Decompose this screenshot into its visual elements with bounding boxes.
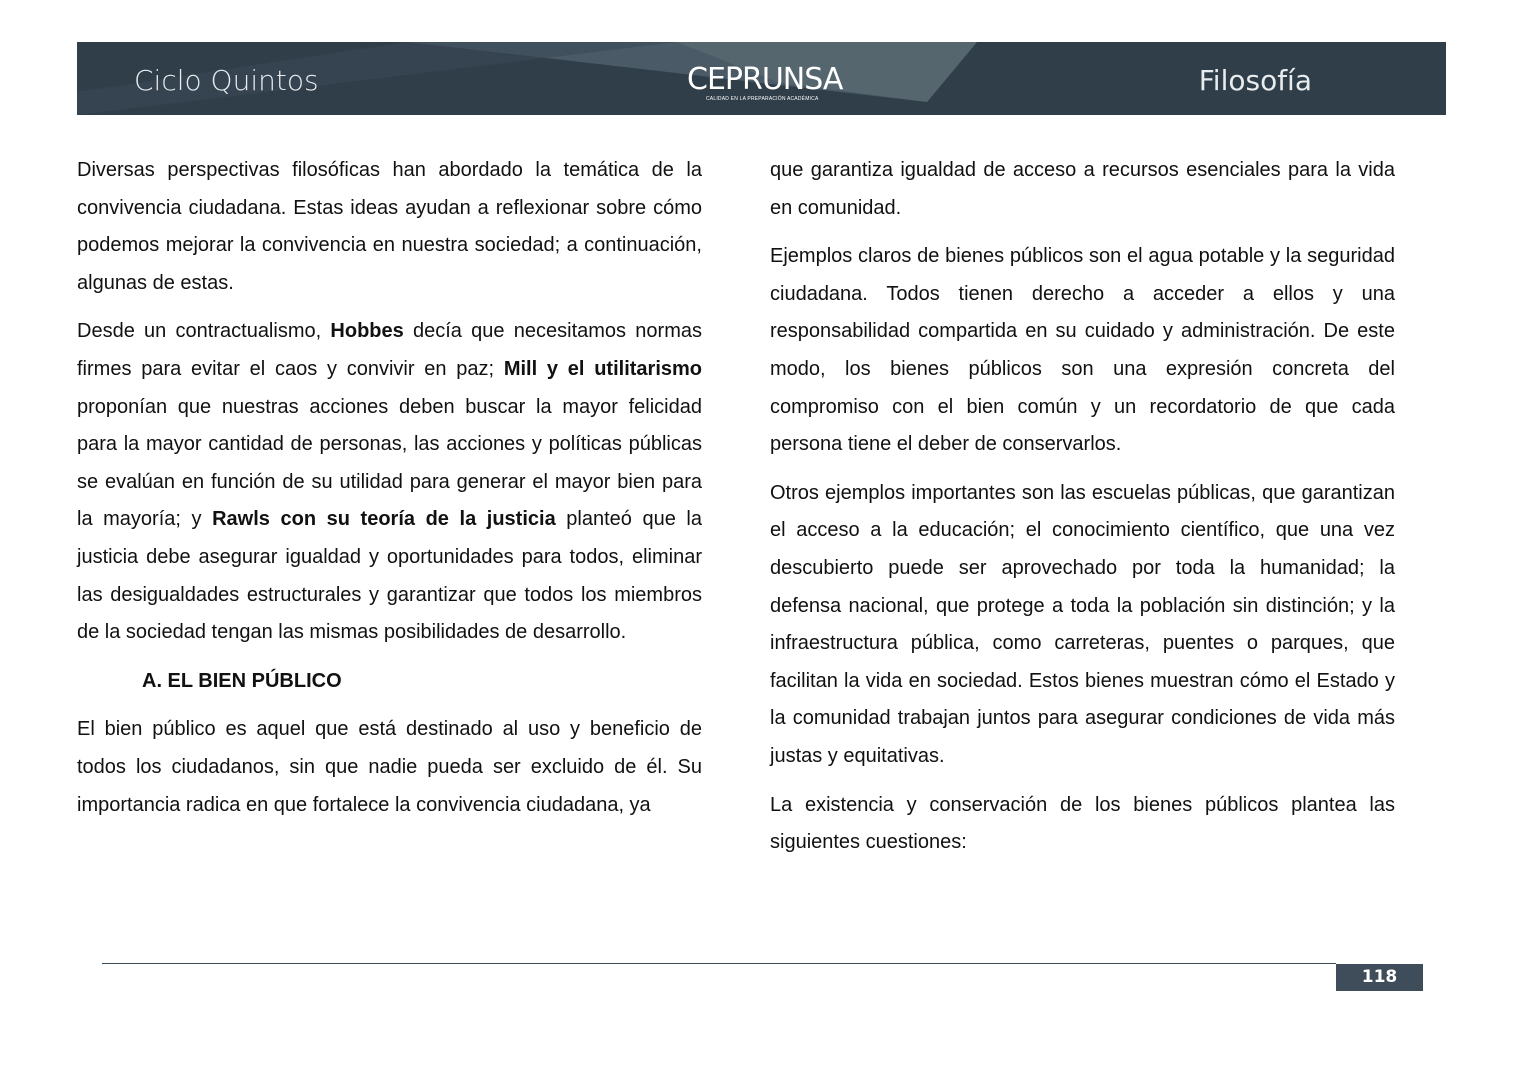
paragraph — [77, 313, 702, 651]
bold-text: Hobbes — [330, 320, 404, 343]
bold-text: Mill y el utilitarismo — [503, 357, 702, 380]
course-cycle: Ciclo Quintos — [134, 64, 319, 97]
paragraph: que garantiza igualdad de acceso a recursos esenciales para la vida en comunidad. — [770, 159, 1395, 219]
paragraph: Ejemplos claros de bienes públicos son el agua potable y la seguridad ciudadana. Todos tienen derecho a acceder a ellos y una responsabilidad compartida en su cuidado y administración. De este modo, los bienes públicos son una expresión concreta del compromiso con el bien común y un recordatorio de que cada persona tiene el deber de conservarlos. — [770, 245, 1395, 456]
page-number: 118 — [1336, 964, 1423, 991]
text: proponían que nuestras acciones deben buscar la mayor felicidad para la mayor cantidad de personas, las acciones y políticas públicas se evalúan en función de su utilidad para generar el mayor bien para la mayoría; y — [77, 395, 702, 531]
text: decía que necesitamos normas firmes para evitar el caos y convivir en paz; — [77, 320, 702, 380]
text: planteó que la justicia debe asegurar igualdad y oportunidades para todos, eliminar las desigualdades estructurales y garantizar que todos los miembros de la sociedad tengan las mismas posibilidades de desarrollo. — [77, 508, 702, 644]
subject-title: Filosofía — [1198, 64, 1312, 97]
paragraph: El bien público es aquel que está destinado al uso y beneficio de todos los ciudadanos, sin que nadie pueda ser excluido de él. Su importancia radica en que fortalece la convivencia ciudadana, ya — [77, 718, 702, 816]
paragraph: Otros ejemplos importantes son las escuelas públicas, que garantizan el acceso a la educación; el conocimiento científico, que una vez descubierto puede ser aprovechado por toda la humanidad; la defensa nacional, que protege a toda la población sin distinción; y la infraestructura pública, como carreteras, puentes o parques, que facilitan la vida en sociedad. Estos bienes muestran cómo el Estado y la comunidad trabajan juntos para asegurar condiciones de vida más justas y equitativas. — [770, 481, 1395, 767]
left-column — [77, 152, 702, 835]
bold-text: Rawls con su teoría de la justicia — [212, 508, 556, 531]
page-header — [77, 42, 1446, 115]
logo: CEPRUNSA — [687, 62, 843, 97]
paragraph: Diversas perspectivas filosóficas han abordado la temática de la convivencia ciudadana. Estas ideas ayudan a reflexionar sobre cómo podemos mejorar la convivencia en nuestra sociedad; a continuación, algunas de estas. — [77, 159, 702, 294]
section-heading: A. EL BIEN PÚBLICO — [142, 669, 342, 692]
footer-divider — [102, 963, 1336, 964]
paragraph: La existencia y conservación de los bienes públicos plantea las siguientes cuestiones: — [770, 793, 1395, 854]
right-column — [770, 152, 1395, 873]
logo-tagline: CALIDAD EN LA PREPARACIÓN ACADÉMICA — [706, 96, 819, 102]
text: Desde un contractualismo, — [77, 320, 331, 343]
